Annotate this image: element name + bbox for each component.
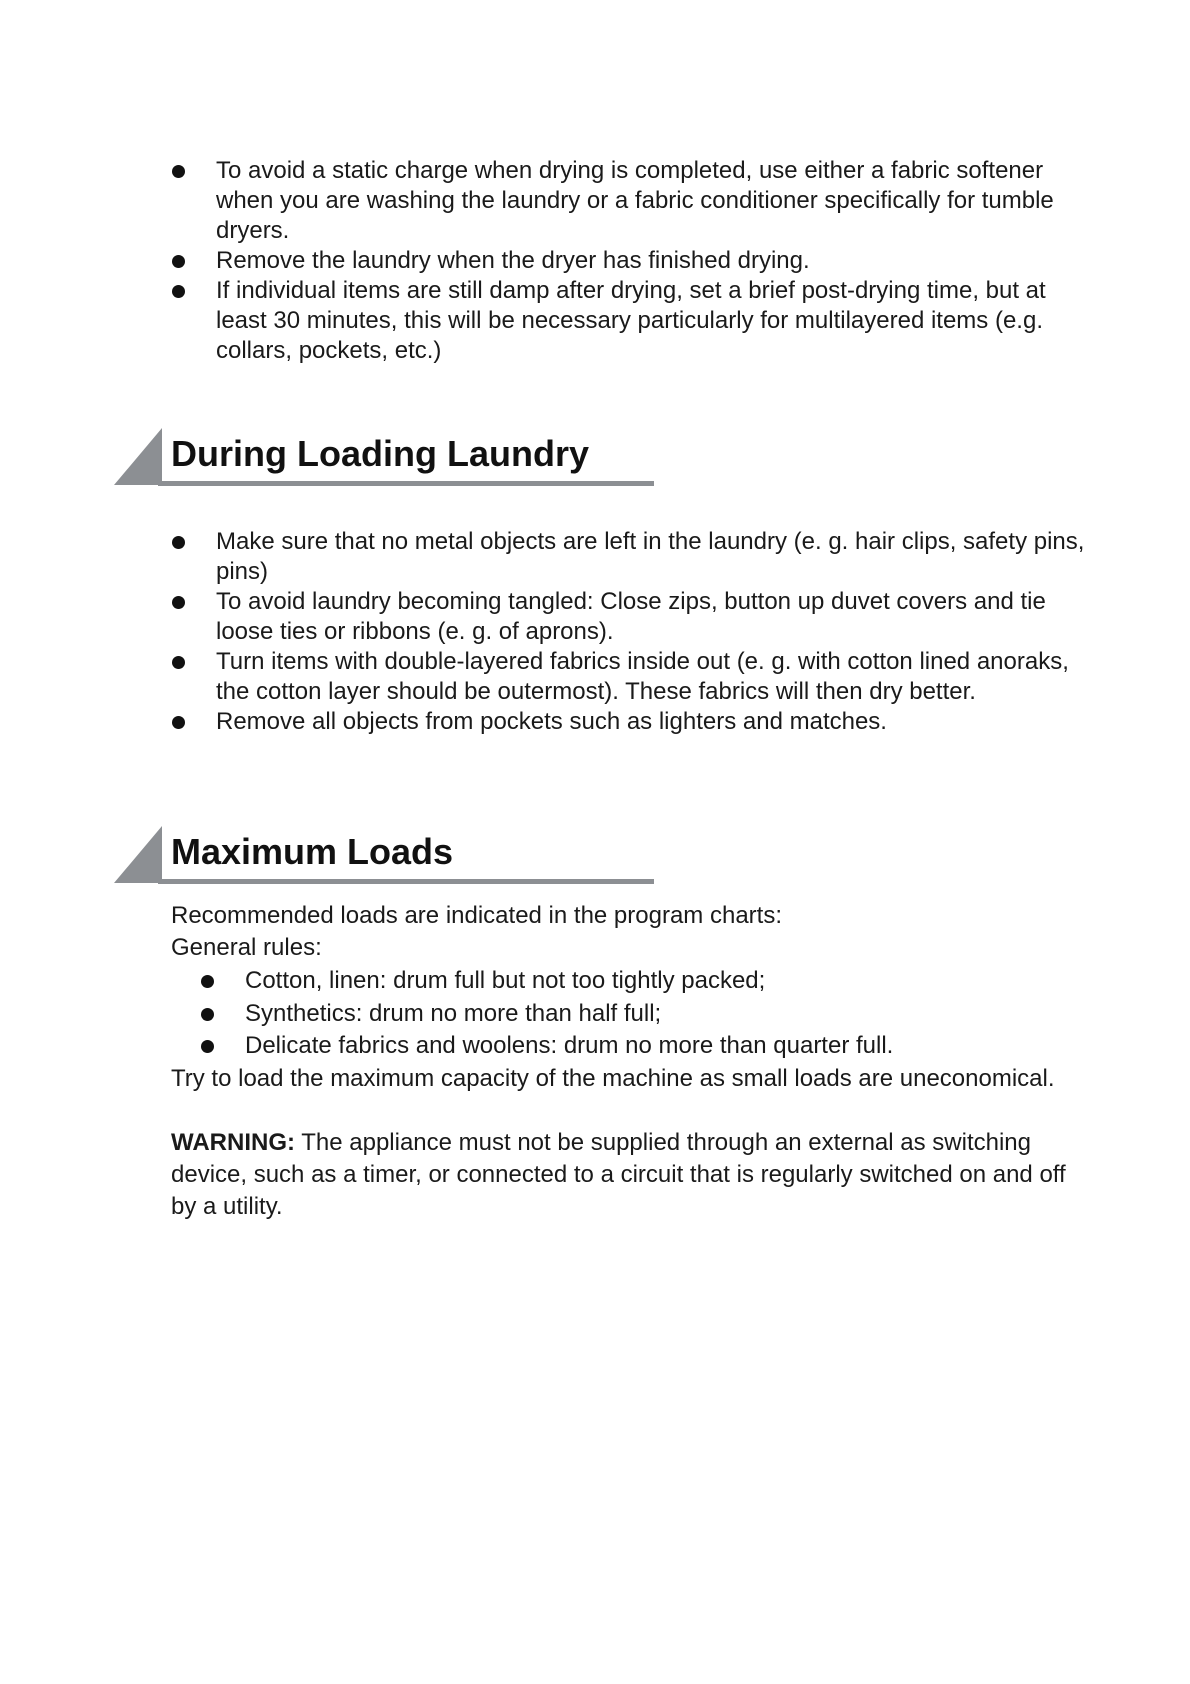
bullet-icon <box>172 596 185 609</box>
bullet-icon <box>201 975 214 988</box>
capacity-note: Try to load the maximum capacity of the machine as small loads are uneconomical. <box>171 1065 1055 1092</box>
list-item <box>201 965 1081 998</box>
heading-triangle-icon <box>114 428 162 485</box>
bullet-icon <box>172 536 185 549</box>
warning-label: WARNING: <box>171 1129 295 1156</box>
list-item <box>172 156 1092 246</box>
list-item-text: Remove the laundry when the dryer has finished drying. <box>216 247 810 274</box>
list-item-text: Make sure that no metal objects are left in the laundry (e. g. hair clips, safety pins, pins) <box>216 528 1085 585</box>
list-item-text: Synthetics: drum no more than half full; <box>245 999 662 1027</box>
warning-text: The appliance must not be supplied through an external as switching device, such as a timer, or connected to a circuit that is regularly switched on and off by a utility. <box>171 1129 1066 1220</box>
bullet-icon <box>201 1040 214 1053</box>
maximum-intro <box>171 900 1091 964</box>
intro-line: General rules: <box>171 934 322 961</box>
heading-triangle-icon <box>114 826 162 883</box>
list-item-text: Cotton, linen: drum full but not too tightly packed; <box>245 967 766 994</box>
bullet-icon <box>172 285 185 298</box>
bullet-icon <box>172 165 185 178</box>
list-item <box>172 276 1092 366</box>
bullet-icon <box>172 255 185 268</box>
section-title: Maximum Loads <box>171 831 454 872</box>
list-item-text: Turn items with double-layered fabrics inside out (e. g. with cotton lined anoraks, the cotton layer should be outermost). These fabrics will then dry better. <box>216 648 1069 705</box>
bullet-icon <box>172 716 185 729</box>
warning-paragraph <box>171 1127 1091 1223</box>
loading-bullet-list <box>172 527 1092 737</box>
bullet-icon <box>172 656 185 669</box>
bullet-icon <box>201 1008 214 1021</box>
section-heading-loading <box>114 428 654 490</box>
section-title: During Loading Laundry <box>171 433 589 474</box>
list-item-text: Delicate fabrics and woolens: drum no more than quarter full. <box>245 1032 894 1059</box>
heading-underline <box>158 879 654 884</box>
section-heading-maximum <box>114 826 654 888</box>
list-item <box>201 1030 1081 1063</box>
list-item <box>172 587 1092 647</box>
list-item <box>172 707 1092 737</box>
list-item-text: To avoid a static charge when drying is completed, use either a fabric softener when you are washing the laundry or a fabric conditioner specifically for tumble dryers. <box>216 157 1054 244</box>
list-item-text: Remove all objects from pockets such as lighters and matches. <box>216 708 887 735</box>
list-item <box>172 246 1092 276</box>
intro-line: Recommended loads are indicated in the program charts: <box>171 902 782 929</box>
list-item <box>172 647 1092 707</box>
intro-bullet-list <box>172 156 1092 366</box>
list-item-text: If individual items are still damp after drying, set a brief post-drying time, but at least 30 minutes, this will be necessary particularly for multilayered items (e.g. collars, pockets, etc.) <box>216 277 1046 364</box>
heading-underline <box>158 481 654 486</box>
list-item <box>172 527 1092 587</box>
maximum-rules-list <box>201 965 1081 1063</box>
list-item-text: To avoid laundry becoming tangled: Close zips, button up duvet covers and tie loose ties or ribbons (e. g. of aprons). <box>216 588 1046 645</box>
list-item <box>201 998 1081 1031</box>
